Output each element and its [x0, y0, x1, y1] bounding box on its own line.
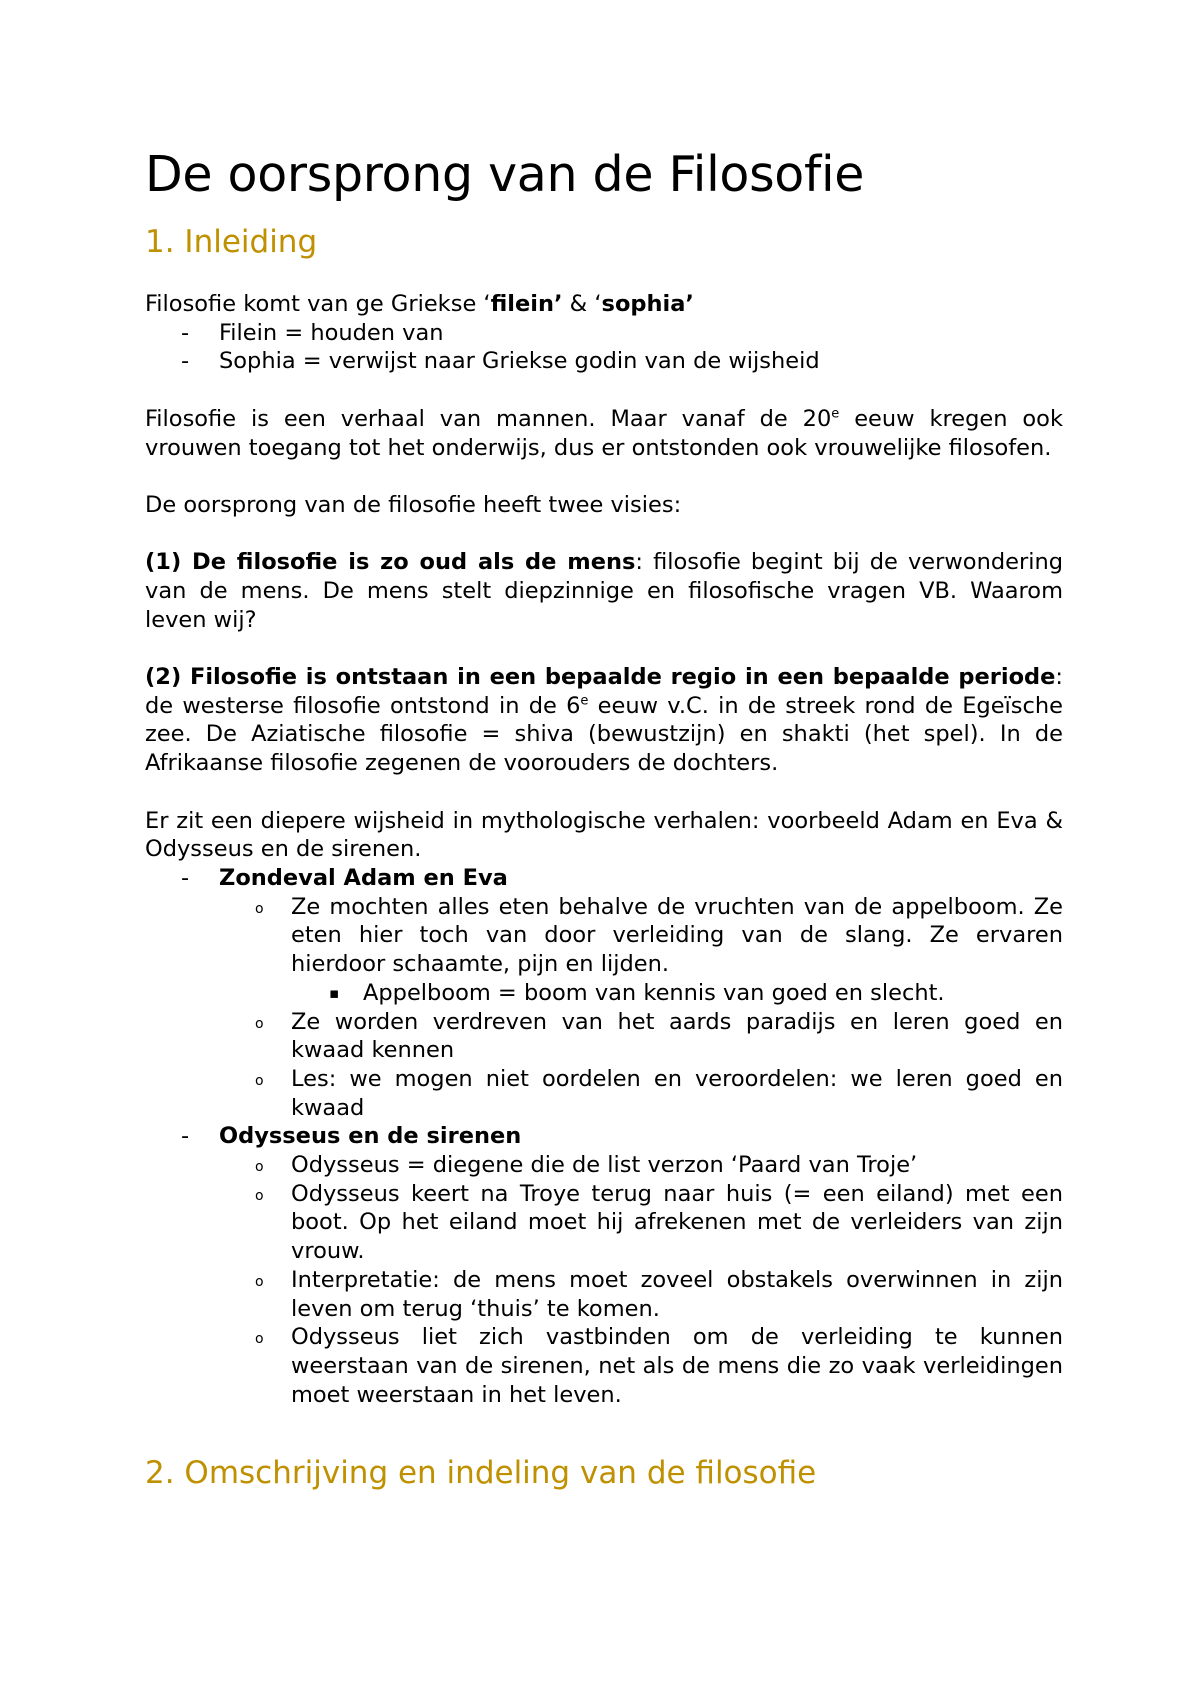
circle-bullet: o	[255, 1015, 264, 1032]
list-item: - Filein = houden van	[181, 319, 444, 346]
list-item: - Sophia = verwijst naar Griekse godin van de wijsheid	[181, 348, 820, 375]
intro-text: Filosofie komt van ge Griekse ‘	[145, 291, 491, 317]
story-item-adam-eva	[145, 864, 1063, 893]
intro-word-sophia: sophia’	[601, 291, 694, 317]
etymology-list	[145, 319, 1063, 376]
story-title: Odysseus en de sirenen	[219, 1123, 522, 1150]
intro-paragraph	[145, 290, 1063, 319]
vision-2: (2) Filosofie is ontstaan in een bepaalde regio in een bepaalde periode: de westerse filosofie ontstond in de 6e eeuw v.C. in de streek rond de Egeïsche zee. De Aziatische filosofie = shiva (bewustzijn) en shakti (het spel). In de Afrikaanse filosofie zegenen de voorouders de dochters.	[145, 664, 1063, 777]
circle-bullet: o	[255, 1187, 264, 1204]
story-title: Zondeval Adam en Eva	[219, 864, 508, 891]
list-item: o Odysseus = diegene die de list verzon ‘Paard van Troje’	[145, 1151, 1063, 1180]
list-item: o Odysseus keert na Troye terug naar huis (= een eiland) met een boot. Op het eiland moet hij afrekenen met de verleiders van zijn vrouw.	[255, 1180, 1063, 1265]
document-title: De oorsprong van de Filosofie	[145, 146, 865, 203]
circle-bullet: o	[255, 1331, 264, 1348]
circle-bullet: o	[255, 1273, 264, 1290]
dash-bullet: -	[181, 348, 190, 375]
list-item: o Les: we mogen niet oordelen en veroordelen: we leren goed en kwaad	[255, 1065, 1063, 1121]
vision-1: (1) De filosofie is zo oud als de mens: filosofie begint bij de verwondering van de mens. De mens stelt diepzinnige en filosofische vragen VB. Waarom leven wij?	[145, 549, 1063, 633]
list-item: o Odysseus liet zich vastbinden om de verleiding te kunnen weerstaan van de sirenen, net als de mens die zo vaak verleidingen moet weerstaan in het leven.	[255, 1324, 1063, 1408]
dash-bullet: -	[181, 864, 190, 891]
document-page	[145, 140, 1063, 1493]
section-heading-inleiding: 1. Inleiding	[145, 224, 318, 260]
visions-intro: De oorsprong van de filosofie heeft twee visies:	[145, 491, 682, 518]
dash-bullet: -	[181, 319, 190, 346]
list-item: o Ze worden verdreven van het aards paradijs en leren goed en kwaad kennen	[255, 1008, 1063, 1064]
square-bullet: ▪	[329, 983, 340, 1002]
list-item: ▪ Appelboom = boom van kennis van goed en slecht.	[329, 979, 945, 1006]
dash-bullet: -	[181, 1123, 190, 1150]
myth-intro: Er zit een diepere wijsheid in mythologische verhalen: voorbeeld Adam en Eva & Odysseus en de sirenen.	[145, 807, 1063, 863]
list-item: o Interpretatie: de mens moet zoveel obstakels overwinnen in zijn leven om terug ‘thuis’ te komen.	[255, 1266, 1063, 1322]
vision-2-title: (2) Filosofie is ontstaan in een bepaalde regio in een bepaalde periode	[145, 664, 1056, 691]
superscript: e	[580, 693, 589, 709]
section-heading-omschrijving: 2. Omschrijving en indeling van de filosofie	[145, 1455, 817, 1492]
intro-word-filein: filein’	[490, 291, 563, 317]
myth-list	[145, 864, 1063, 1409]
circle-bullet: o	[255, 900, 264, 917]
circle-bullet: o	[255, 1159, 264, 1176]
intro-connector: & ‘	[562, 291, 602, 317]
paragraph-men: Filosofie is een verhaal van mannen. Maar vanaf de 20e eeuw kregen ook vrouwen toegang tot het onderwijs, dus er ontstonden ook vrouwelijke filosofen.	[145, 405, 1063, 461]
list-item: o Ze mochten alles eten behalve de vruchten van de appelboom. Ze eten hier toch van door verleiding van de slang. Ze ervaren hierdoor schaamte, pijn en lijden.	[255, 893, 1063, 978]
circle-bullet: o	[255, 1072, 264, 1089]
vision-1-title: (1) De filosofie is zo oud als de mens	[145, 549, 636, 576]
story-item-odysseus	[145, 1122, 1063, 1151]
superscript: e	[831, 406, 840, 422]
